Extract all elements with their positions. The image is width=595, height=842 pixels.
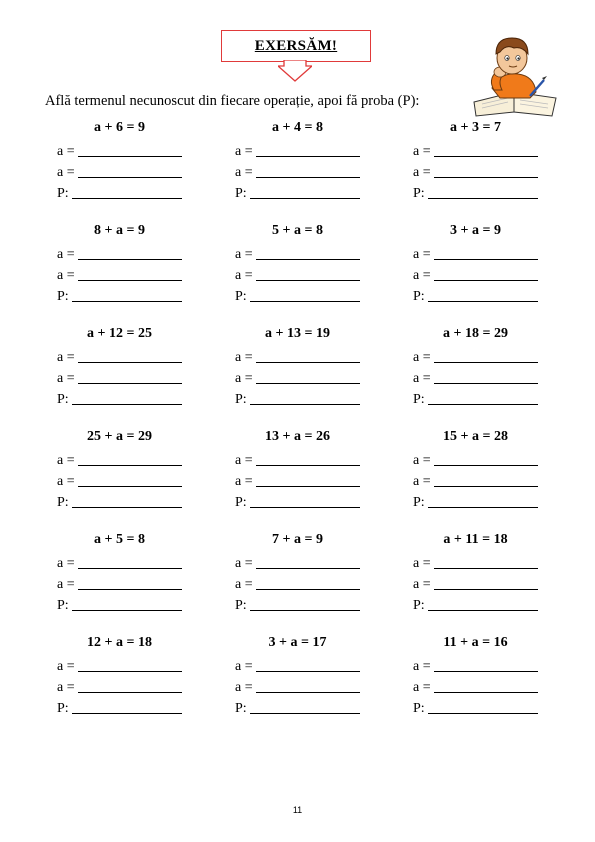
proof-line-row (235, 283, 360, 304)
exercise-block (57, 427, 182, 510)
equation: 13 + a = 26 (265, 429, 330, 444)
equation: 7 + a = 9 (272, 532, 323, 547)
unknown-label: a = (235, 659, 253, 674)
equation: 12 + a = 18 (87, 635, 152, 650)
proof-line-row (57, 592, 182, 613)
unknown-label: a = (413, 165, 431, 180)
unknown-label: a = (235, 144, 253, 159)
proof-line[interactable] (72, 506, 182, 508)
answer-line-row (235, 241, 360, 262)
answer-line[interactable] (78, 464, 182, 466)
answer-line-row (57, 262, 182, 283)
unknown-label: a = (57, 268, 75, 283)
answer-line-row (413, 571, 538, 592)
unknown-label: a = (235, 453, 253, 468)
exercise-block (413, 427, 538, 510)
answer-line[interactable] (78, 485, 182, 487)
proof-label: P: (235, 701, 247, 716)
unknown-label: a = (57, 659, 75, 674)
proof-line[interactable] (250, 300, 360, 302)
answer-line-row (235, 571, 360, 592)
answer-line-row (413, 262, 538, 283)
exercise-block (413, 633, 538, 716)
answer-line[interactable] (434, 258, 538, 260)
unknown-label: a = (235, 577, 253, 592)
equation: a + 4 = 8 (272, 120, 323, 135)
proof-line[interactable] (428, 506, 538, 508)
proof-label: P: (413, 186, 425, 201)
instruction-text: Află termenul necunoscut din fiecare operație, apoi fă proba (P): (45, 93, 420, 109)
exercise-block (235, 530, 360, 613)
answer-line[interactable] (434, 670, 538, 672)
proof-line-row (57, 695, 182, 716)
unknown-label: a = (413, 247, 431, 262)
proof-line-row (57, 283, 182, 304)
unknown-label: a = (235, 474, 253, 489)
answer-line[interactable] (434, 176, 538, 178)
answer-line[interactable] (78, 155, 182, 157)
answer-line[interactable] (434, 382, 538, 384)
proof-line-row (235, 695, 360, 716)
proof-line[interactable] (428, 609, 538, 611)
exercise-block (57, 324, 182, 407)
proof-line[interactable] (250, 506, 360, 508)
proof-label: P: (235, 186, 247, 201)
answer-line-row (235, 159, 360, 180)
answer-line-row (413, 468, 538, 489)
equation: a + 13 = 19 (265, 326, 330, 341)
unknown-label: a = (57, 371, 75, 386)
proof-line-row (413, 283, 538, 304)
proof-line[interactable] (250, 403, 360, 405)
answer-line-row (235, 262, 360, 283)
answer-line-row (413, 365, 538, 386)
answer-line[interactable] (434, 279, 538, 281)
proof-label: P: (57, 186, 69, 201)
exercise-block (235, 118, 360, 201)
unknown-label: a = (413, 144, 431, 159)
proof-line[interactable] (72, 403, 182, 405)
answer-line[interactable] (78, 361, 182, 363)
equation: 3 + a = 17 (268, 635, 327, 650)
answer-line[interactable] (78, 382, 182, 384)
answer-line[interactable] (78, 691, 182, 693)
equation: a + 3 = 7 (450, 120, 501, 135)
proof-label: P: (413, 289, 425, 304)
answer-line-row (57, 550, 182, 571)
unknown-label: a = (57, 474, 75, 489)
equation: 11 + a = 16 (443, 635, 508, 650)
equation: 3 + a = 9 (450, 223, 501, 238)
unknown-label: a = (57, 165, 75, 180)
proof-line-row (235, 386, 360, 407)
unknown-label: a = (413, 474, 431, 489)
proof-line[interactable] (428, 197, 538, 199)
answer-line-row (235, 653, 360, 674)
answer-line[interactable] (434, 588, 538, 590)
unknown-label: a = (57, 350, 75, 365)
answer-line[interactable] (78, 567, 182, 569)
proof-label: P: (235, 289, 247, 304)
proof-line-row (235, 592, 360, 613)
exercise-block (57, 633, 182, 716)
proof-line[interactable] (428, 300, 538, 302)
answer-line[interactable] (78, 258, 182, 260)
answer-line-row (413, 344, 538, 365)
answer-line[interactable] (78, 279, 182, 281)
answer-line-row (57, 241, 182, 262)
answer-line-row (235, 550, 360, 571)
proof-line-row (235, 489, 360, 510)
proof-line-row (413, 180, 538, 201)
proof-line[interactable] (250, 197, 360, 199)
answer-line[interactable] (256, 176, 360, 178)
equation: 25 + a = 29 (87, 429, 152, 444)
answer-line[interactable] (256, 361, 360, 363)
answer-line-row (57, 138, 182, 159)
unknown-label: a = (235, 268, 253, 283)
proof-line[interactable] (428, 712, 538, 714)
answer-line[interactable] (434, 361, 538, 363)
answer-line-row (57, 159, 182, 180)
unknown-label: a = (413, 577, 431, 592)
proof-line-row (413, 386, 538, 407)
unknown-label: a = (413, 680, 431, 695)
exercise-block (235, 427, 360, 510)
exercise-block (57, 118, 182, 201)
proof-label: P: (413, 701, 425, 716)
answer-line[interactable] (256, 691, 360, 693)
unknown-label: a = (413, 659, 431, 674)
equation: a + 6 = 9 (94, 120, 145, 135)
unknown-label: a = (235, 371, 253, 386)
equation: a + 5 = 8 (94, 532, 145, 547)
proof-label: P: (57, 289, 69, 304)
answer-line-row (413, 674, 538, 695)
proof-label: P: (235, 598, 247, 613)
answer-line-row (413, 550, 538, 571)
exercise-block (413, 324, 538, 407)
unknown-label: a = (57, 556, 75, 571)
answer-line-row (413, 138, 538, 159)
answer-line[interactable] (78, 670, 182, 672)
exercise-block (235, 633, 360, 716)
answer-line[interactable] (256, 464, 360, 466)
unknown-label: a = (235, 680, 253, 695)
answer-line-row (413, 241, 538, 262)
answer-line[interactable] (434, 155, 538, 157)
proof-line-row (57, 386, 182, 407)
unknown-label: a = (57, 453, 75, 468)
unknown-label: a = (235, 165, 253, 180)
answer-line-row (57, 447, 182, 468)
unknown-label: a = (235, 350, 253, 365)
proof-line[interactable] (72, 197, 182, 199)
exercise-block (57, 530, 182, 613)
answer-line-row (235, 138, 360, 159)
answer-line[interactable] (434, 691, 538, 693)
answer-line[interactable] (78, 588, 182, 590)
page-number: 11 (292, 805, 303, 815)
unknown-label: a = (235, 247, 253, 262)
answer-line-row (235, 447, 360, 468)
answer-line[interactable] (256, 279, 360, 281)
unknown-label: a = (57, 680, 75, 695)
proof-label: P: (413, 392, 425, 407)
proof-label: P: (235, 495, 247, 510)
answer-line[interactable] (256, 258, 360, 260)
unknown-label: a = (413, 268, 431, 283)
exercise-block (413, 118, 538, 201)
answer-line-row (57, 571, 182, 592)
answer-line-row (57, 344, 182, 365)
answer-line[interactable] (78, 176, 182, 178)
unknown-label: a = (57, 144, 75, 159)
answer-line[interactable] (256, 670, 360, 672)
proof-label: P: (413, 598, 425, 613)
proof-line[interactable] (250, 609, 360, 611)
exercise-block (57, 221, 182, 304)
unknown-label: a = (57, 247, 75, 262)
unknown-label: a = (413, 453, 431, 468)
unknown-label: a = (413, 350, 431, 365)
proof-label: P: (57, 701, 69, 716)
unknown-label: a = (235, 556, 253, 571)
answer-line[interactable] (434, 485, 538, 487)
proof-line-row (235, 180, 360, 201)
equation: 5 + a = 8 (272, 223, 323, 238)
exercise-block (413, 221, 538, 304)
proof-line[interactable] (250, 712, 360, 714)
unknown-label: a = (413, 556, 431, 571)
answer-line[interactable] (256, 588, 360, 590)
answer-line-row (57, 468, 182, 489)
equation: 15 + a = 28 (443, 429, 508, 444)
answer-line-row (57, 365, 182, 386)
proof-line-row (57, 489, 182, 510)
proof-label: P: (57, 598, 69, 613)
answer-line[interactable] (256, 485, 360, 487)
proof-line-row (413, 695, 538, 716)
answer-line[interactable] (256, 155, 360, 157)
unknown-label: a = (57, 577, 75, 592)
proof-line-row (413, 489, 538, 510)
worksheet-title: EXERSĂM! (254, 37, 338, 54)
proof-line[interactable] (72, 300, 182, 302)
answer-line[interactable] (256, 382, 360, 384)
answer-line-row (235, 344, 360, 365)
answer-line-row (413, 159, 538, 180)
proof-line-row (57, 180, 182, 201)
equation: 8 + a = 9 (94, 223, 145, 238)
proof-label: P: (235, 392, 247, 407)
exercise-block (235, 324, 360, 407)
answer-line[interactable] (256, 567, 360, 569)
answer-line[interactable] (434, 567, 538, 569)
answer-line[interactable] (434, 464, 538, 466)
equation: a + 11 = 18 (443, 532, 508, 547)
proof-label: P: (57, 392, 69, 407)
proof-label: P: (413, 495, 425, 510)
answer-line-row (235, 365, 360, 386)
answer-line-row (235, 674, 360, 695)
answer-line-row (413, 447, 538, 468)
equation: a + 18 = 29 (443, 326, 508, 341)
answer-line-row (413, 653, 538, 674)
answer-line-row (235, 468, 360, 489)
proof-line[interactable] (72, 712, 182, 714)
exercise-block (235, 221, 360, 304)
proof-label: P: (57, 495, 69, 510)
answer-line-row (57, 674, 182, 695)
proof-line[interactable] (72, 609, 182, 611)
answer-line-row (57, 653, 182, 674)
proof-line-row (413, 592, 538, 613)
equation: a + 12 = 25 (87, 326, 152, 341)
exercise-block (413, 530, 538, 613)
proof-line[interactable] (428, 403, 538, 405)
unknown-label: a = (413, 371, 431, 386)
